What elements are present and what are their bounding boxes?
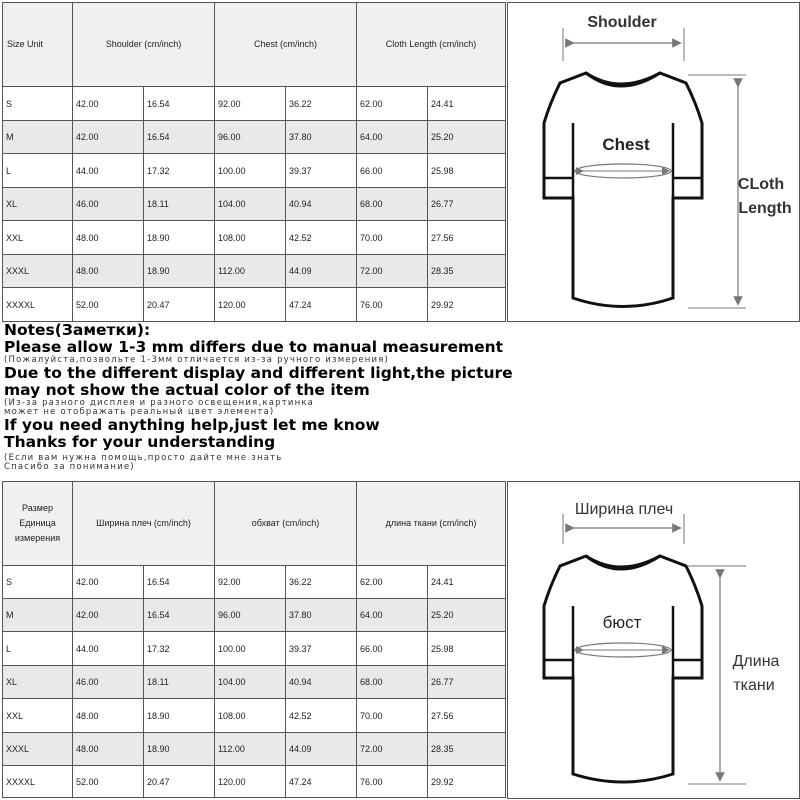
shoulder-inch: 18.90 (144, 255, 215, 288)
length-cm: 68.00 (357, 666, 428, 699)
length-inch: 26.77 (428, 188, 506, 221)
length-inch: 29.92 (428, 288, 506, 322)
note-line-1-ru: (Пожалуйста,позвольте 1-3мм отличается из-за ручного измерения) (4, 355, 390, 365)
tshirt-measure-diagram-ru (507, 481, 800, 799)
shoulder-inch: 18.11 (144, 188, 215, 221)
shoulder-inch: 17.32 (144, 632, 215, 666)
length-cm: 72.00 (357, 733, 428, 766)
table-row (3, 154, 506, 188)
length-inch: 29.92 (428, 766, 506, 798)
size-cell: S (3, 87, 73, 121)
tshirt-measure-diagram-en (507, 2, 800, 322)
chest-label: Chest (602, 135, 650, 154)
length-inch: 25.98 (428, 632, 506, 666)
length-inch: 27.56 (428, 221, 506, 255)
table-row (3, 288, 506, 322)
length-cm: 76.00 (357, 288, 428, 322)
table-row (3, 733, 506, 766)
length-cm: 66.00 (357, 154, 428, 188)
shoulder-inch: 18.90 (144, 699, 215, 733)
header-cloth-length: длина ткани (cm/inch) (357, 482, 506, 566)
chest-inch: 40.94 (286, 666, 357, 699)
chest-inch: 36.22 (286, 566, 357, 599)
shoulder-cm: 52.00 (73, 288, 144, 322)
length-inch: 24.41 (428, 566, 506, 599)
shoulder-inch: 16.54 (144, 87, 215, 121)
note-line-5: Thanks for your understanding (4, 433, 276, 451)
chest-inch: 42.52 (286, 221, 357, 255)
length-cm: 62.00 (357, 87, 428, 121)
size-cell: XXXL (3, 733, 73, 766)
chest-cm: 120.00 (215, 288, 286, 322)
length-cm: 68.00 (357, 188, 428, 221)
chest-inch: 37.80 (286, 121, 357, 154)
length-cm: 64.00 (357, 599, 428, 632)
chest-inch: 39.37 (286, 632, 357, 666)
tshirt-diagram-svg (508, 482, 799, 798)
chest-inch: 39.37 (286, 154, 357, 188)
table-row (3, 632, 506, 666)
length-cm: 62.00 (357, 566, 428, 599)
header-shoulder: Shoulder (cm/inch) (73, 3, 215, 87)
length-cm: 70.00 (357, 221, 428, 255)
shoulder-cm: 48.00 (73, 699, 144, 733)
note-line-3-ru-2: может не отображать реальный цвет элемента) (4, 407, 275, 417)
table-header-row (3, 3, 506, 87)
table-row (3, 121, 506, 154)
length-inch: 27.56 (428, 699, 506, 733)
chest-inch: 42.52 (286, 699, 357, 733)
size-cell: M (3, 599, 73, 632)
shoulder-cm: 42.00 (73, 121, 144, 154)
shoulder-label: Shoulder (587, 14, 657, 31)
table-row (3, 221, 506, 255)
length-label-1: Длина (732, 653, 780, 670)
shoulder-cm: 48.00 (73, 221, 144, 255)
size-cell: XL (3, 666, 73, 699)
chest-cm: 100.00 (215, 632, 286, 666)
shoulder-label: Ширина плеч (574, 501, 674, 518)
chest-cm: 100.00 (215, 154, 286, 188)
table-row (3, 766, 506, 798)
tshirt-icon (544, 556, 702, 782)
table-row (3, 87, 506, 121)
header-size-unit: Size Unit (3, 3, 73, 87)
size-cell: XXXXL (3, 288, 73, 322)
shoulder-cm: 42.00 (73, 87, 144, 121)
length-inch: 28.35 (428, 733, 506, 766)
note-line-1: Please allow 1-3 mm differs due to manual measurement (4, 338, 504, 356)
length-inch: 28.35 (428, 255, 506, 288)
chest-inch: 40.94 (286, 188, 357, 221)
size-cell: L (3, 154, 73, 188)
length-cm: 66.00 (357, 632, 428, 666)
shoulder-cm: 48.00 (73, 255, 144, 288)
shoulder-cm: 42.00 (73, 566, 144, 599)
size-cell: XXXL (3, 255, 73, 288)
chest-cm: 112.00 (215, 733, 286, 766)
chest-cm: 112.00 (215, 255, 286, 288)
chest-inch: 47.24 (286, 288, 357, 322)
chest-inch: 44.09 (286, 255, 357, 288)
notes-section (4, 322, 798, 472)
size-cell: XXL (3, 221, 73, 255)
shoulder-cm: 42.00 (73, 599, 144, 632)
length-inch: 25.20 (428, 121, 506, 154)
header-chest: обхват (cm/inch) (215, 482, 357, 566)
length-inch: 24.41 (428, 87, 506, 121)
size-cell: XXL (3, 699, 73, 733)
size-table-en (2, 2, 506, 322)
chest-inch: 44.09 (286, 733, 357, 766)
table-row (3, 566, 506, 599)
chest-cm: 104.00 (215, 188, 286, 221)
shoulder-inch: 18.90 (144, 733, 215, 766)
header-size-unit: Размер Единица измерения (3, 482, 73, 566)
length-label-2: Length (738, 200, 792, 217)
chest-inch: 36.22 (286, 87, 357, 121)
shoulder-inch: 18.11 (144, 666, 215, 699)
header-cloth-length: Cloth Length (cm/inch) (357, 3, 506, 87)
table-row (3, 699, 506, 733)
chest-cm: 96.00 (215, 121, 286, 154)
chest-cm: 108.00 (215, 699, 286, 733)
chest-cm: 104.00 (215, 666, 286, 699)
shoulder-inch: 20.47 (144, 288, 215, 322)
size-cell: L (3, 632, 73, 666)
size-cell: XXXXL (3, 766, 73, 798)
shoulder-cm: 44.00 (73, 154, 144, 188)
chest-cm: 108.00 (215, 221, 286, 255)
table-row (3, 666, 506, 699)
tshirt-icon (544, 73, 702, 307)
length-cm: 76.00 (357, 766, 428, 798)
table-row (3, 188, 506, 221)
shoulder-inch: 16.54 (144, 566, 215, 599)
note-line-3-ru-1: (Из-за разного дисплея и разного освещения,картинка (4, 398, 315, 408)
shoulder-inch: 16.54 (144, 121, 215, 154)
size-cell: M (3, 121, 73, 154)
length-label-1: CLoth (737, 176, 785, 193)
table-header-row (3, 482, 506, 566)
length-cm: 72.00 (357, 255, 428, 288)
shoulder-cm: 48.00 (73, 733, 144, 766)
chest-inch: 37.80 (286, 599, 357, 632)
shoulder-inch: 17.32 (144, 154, 215, 188)
shoulder-cm: 44.00 (73, 632, 144, 666)
chest-inch: 47.24 (286, 766, 357, 798)
size-cell: S (3, 566, 73, 599)
note-line-3: may not show the actual color of the item (4, 381, 370, 399)
note-line-5-ru-2: Спасибо за понимание) (4, 462, 135, 472)
chest-label: бюст (602, 613, 642, 632)
chest-cm: 92.00 (215, 566, 286, 599)
shoulder-cm: 46.00 (73, 666, 144, 699)
length-inch: 26.77 (428, 666, 506, 699)
note-line-4: If you need anything help,just let me know (4, 416, 380, 434)
chest-cm: 92.00 (215, 87, 286, 121)
note-line-2: Due to the different display and different light,the picture (4, 364, 513, 382)
shoulder-inch: 20.47 (144, 766, 215, 798)
header-chest: Chest (cm/inch) (215, 3, 357, 87)
length-inch: 25.98 (428, 154, 506, 188)
table-row (3, 255, 506, 288)
length-inch: 25.20 (428, 599, 506, 632)
note-line-5-ru-1: (Если вам нужна помощь,просто дайте мне знать (4, 453, 283, 463)
table-row (3, 599, 506, 632)
chest-cm: 120.00 (215, 766, 286, 798)
length-cm: 70.00 (357, 699, 428, 733)
shoulder-cm: 46.00 (73, 188, 144, 221)
notes-title: Notes(Заметки): (4, 321, 151, 339)
chest-cm: 96.00 (215, 599, 286, 632)
length-label-2: ткани (733, 677, 775, 694)
length-cm: 64.00 (357, 121, 428, 154)
shoulder-inch: 18.90 (144, 221, 215, 255)
header-shoulder: Ширина плеч (cm/inch) (73, 482, 215, 566)
size-table-ru (2, 481, 506, 798)
shoulder-inch: 16.54 (144, 599, 215, 632)
shoulder-cm: 52.00 (73, 766, 144, 798)
size-cell: XL (3, 188, 73, 221)
tshirt-diagram-svg (508, 3, 799, 321)
